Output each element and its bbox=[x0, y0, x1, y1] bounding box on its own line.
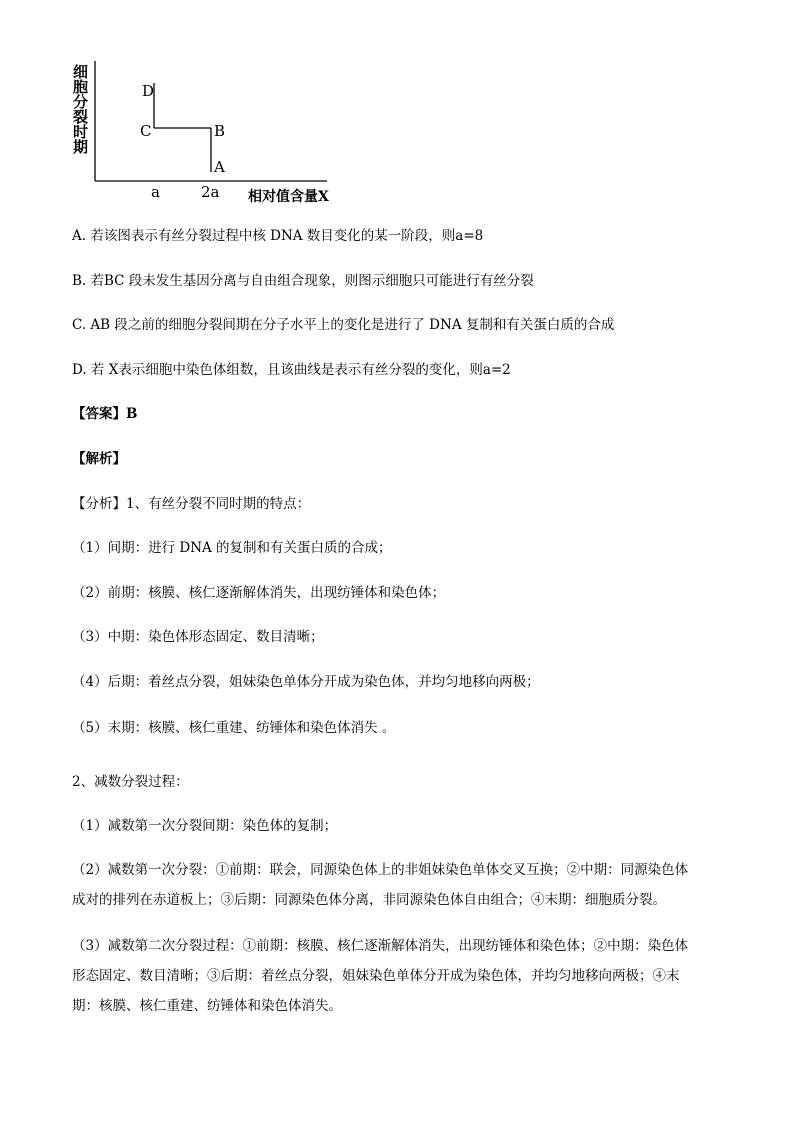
analysis-line: （4）后期：着丝点分裂，姐妹染色单体分开成为染色体，并均匀地移向两极； bbox=[72, 674, 540, 690]
option-a: A. 若该图表示有丝分裂过程中核 DNA 数目变化的某一阶段，则a=8 bbox=[72, 228, 484, 244]
point-label-a: A bbox=[214, 158, 225, 176]
option-c: C. AB 段之前的细胞分裂间期在分子水平上的变化是进行了 DNA 复制和有关蛋白质的合成 bbox=[72, 317, 615, 333]
option-d: D. 若 X表示细胞中染色体组数，且该曲线是表示有丝分裂的变化，则a=2 bbox=[72, 362, 511, 378]
analysis-line: （2）减数第一次分裂：①前期：联会，同源染色体上的非姐妹染色单体交叉互换；②中期：同源染色体 bbox=[72, 862, 689, 878]
analysis-line: 期：核膜、核仁重建、纺锤体和染色体消失。 bbox=[72, 998, 342, 1014]
segment-figure bbox=[62, 58, 352, 208]
analysis-line: （1）间期：进行 DNA 的复制和有关蛋白质的合成； bbox=[72, 540, 392, 556]
y-axis-label: 细胞分裂时期 bbox=[71, 64, 89, 154]
analysis-line: 【分析】1、有丝分裂不同时期的特点： bbox=[72, 496, 311, 512]
analysis-line: （5）末期：核膜、核仁重建、纺锤体和染色体消失 。 bbox=[72, 720, 396, 736]
analysis-line: 形态固定、数目清晰；③后期：着丝点分裂，姐妹染色单体分开成为染色体，并均匀地移向两极；④末 bbox=[72, 968, 680, 984]
figure-svg bbox=[62, 58, 352, 208]
analysis-line: 2、减数分裂过程： bbox=[72, 774, 189, 790]
point-label-d: D bbox=[142, 82, 155, 100]
point-label-c: C bbox=[140, 122, 152, 140]
analysis-heading: 【解析】 bbox=[72, 451, 126, 467]
answer-line: 【答案】B bbox=[72, 406, 138, 422]
analysis-line: （3）减数第二次分裂过程：①前期：核膜、核仁逐渐解体消失，出现纺锤体和染色体；②中期：染色体 bbox=[72, 938, 689, 954]
analysis-line: （1）减数第一次分裂间期：染色体的复制； bbox=[72, 818, 338, 834]
x-axis-label: 相对值含量X bbox=[248, 189, 329, 205]
option-b: B. 若BC 段未发生基因分离与自由组合现象，则图示细胞只可能进行有丝分裂 bbox=[72, 273, 534, 289]
analysis-line: （2）前期：核膜、核仁逐渐解体消失，出现纺锤体和染色体； bbox=[72, 585, 446, 601]
analysis-line: （3）中期：染色体形态固定、数目清晰； bbox=[72, 629, 324, 645]
x-tick-2a: 2a bbox=[201, 183, 220, 201]
x-tick-a: a bbox=[151, 183, 160, 201]
analysis-line: 成对的排列在赤道板上；③后期：同源染色体分离，非同源染色体自由组合；④末期：细胞质分裂。 bbox=[72, 892, 666, 908]
point-label-b: B bbox=[214, 122, 226, 140]
